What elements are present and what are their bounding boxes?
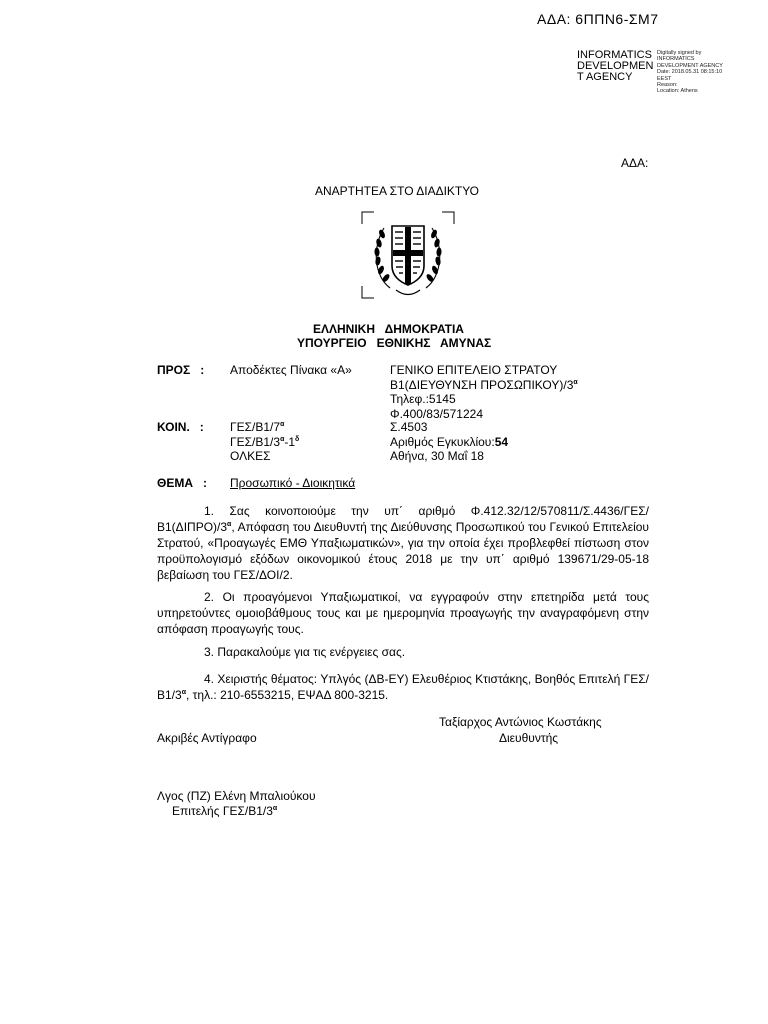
signature-org-line: INFORMATICS (577, 49, 652, 61)
sigma-number: Σ.4503 (390, 420, 428, 434)
signature-org-line: DEVELOPMEN (577, 60, 654, 72)
koin-line-2 (230, 435, 299, 450)
signer-title: Διευθυντής (499, 731, 559, 745)
paragraph-3: 3. Παρακαλούμε για τις ενέργειες σας. (204, 645, 406, 659)
signature-detail-line: Date: 2018.05.31 08:15:10 (657, 69, 723, 76)
circular-value: 54 (494, 435, 509, 449)
signature-detail-line: Reason: (657, 82, 678, 89)
copy-certifier-title (172, 804, 277, 819)
paragraph-4-text-a: 4. Χειριστής θέματος: Υπλγός (ΔΒ-ΕΥ) Ελευθέριος Κτιστάκης, Βοηθός Επιτελή ΓΕΣ/Β1/3 (157, 672, 649, 702)
signature-detail-line: EEST (657, 75, 672, 82)
subject-value: Προσωπικό - Διοικητικά (230, 476, 356, 490)
ada-label: ΑΔΑ: (621, 156, 649, 170)
koin-line-1-sup: α (280, 421, 285, 428)
authority-line-2: ΥΠΟΥΡΓΕΙΟ ΕΘΝΙΚΗΣ ΑΜΥΝΑΣ (297, 336, 492, 350)
copy-certifier-name: Λγος (ΠΖ) Ελένη Μπαλιούκου (157, 789, 316, 803)
file-number: Φ.400/83/571224 (390, 407, 483, 421)
paragraph-4-sup: α (181, 689, 186, 696)
laurel-shield-icon (360, 210, 456, 300)
signature-detail-line: DEVELOPMENT AGENCY (657, 62, 723, 69)
koin-line-2-text-a: ΓΕΣ/Β1/3 (230, 435, 281, 449)
place-date: Αθήνα, 30 Μαΐ 18 (390, 449, 484, 463)
koin-label: ΚΟΙΝ. : (157, 420, 204, 434)
signature-detail-line: INFORMATICS (657, 56, 695, 63)
circular-number (390, 435, 508, 450)
circular-label: Αριθμός Εγκυκλίου: (390, 435, 495, 449)
copy-certifier-title-sup: α (272, 805, 278, 812)
signature-org-line: T AGENCY (577, 71, 633, 83)
signature-detail-line: Digitally signed by (657, 50, 702, 56)
koin-line-3: ΟΛΚΕΣ (230, 449, 271, 463)
koin-line-1-text: ΓΕΣ/Β1/7 (230, 420, 281, 434)
copy-certifier-title-text: Επιτελής ΓΕΣ/Β1/3 (172, 804, 273, 818)
paragraph-4 (157, 671, 649, 703)
pros-label: ΠΡΟΣ : (157, 363, 205, 377)
paragraph-1-text-b: , Απόφαση του Διευθυντή της Διεύθυνσης Προσωπικού του Γενικού Επιτελείου Στρατού, «Προαγωγές ΕΜΘ Υπαξιωματικών», για την οποία έχει προβλεφθεί πίστωση στον προϋπολογισμό εξόδων οικονομικού έτους 2018 με την υπ΄ αριθμό 139671/29-05-18 βεβαίωση του ΓΕΣ/ΔΟΙ/2. (157, 520, 649, 582)
signature-details (657, 50, 723, 95)
ada-top: ΑΔΑ: 6ΠΠΝ6-ΣΜ7 (537, 11, 659, 27)
koin-line-2-sup-2: δ (295, 436, 300, 443)
sender-line-1: ΓΕΝΙΚΟ ΕΠΙΤΕΛΕΙΟ ΣΤΡΑΤΟΥ (390, 363, 558, 377)
coat-of-arms-emblem (360, 210, 456, 300)
paragraph-4-text-b: , τηλ.: 210-6553215, ΕΨΑΔ 800-3215. (186, 688, 389, 702)
paragraph-1-text-a: 1. Σας κοινοποιούμε την υπ΄ αριθμό Φ.412.32/12/570811/Σ.4436/ΓΕΣ/ Β1(ΔΙΠΡΟ)/3 (157, 504, 649, 534)
signer-name: Ταξίαρχος Αντώνιος Κωστάκης (439, 715, 602, 729)
authority-line-1: ΕΛΛΗΝΙΚΗ ΔΗΜΟΚΡΑΤΙΑ (313, 322, 464, 336)
phone: Τηλεφ.:5145 (390, 392, 456, 406)
subject-label: ΘΕΜΑ : (157, 476, 207, 490)
post-online-note: ΑΝΑΡΤΗΤΕΑ ΣΤΟ ΔΙΑΔΙΚΤΥΟ (315, 184, 479, 198)
sender-line-2 (390, 378, 578, 393)
true-copy-label: Ακριβές Αντίγραφο (157, 731, 257, 745)
koin-line-2-sup-1: α (280, 436, 285, 443)
paragraph-1 (157, 503, 649, 583)
koin-line-1 (230, 420, 284, 435)
sender-line-2-text: Β1(ΔΙΕΥΘΥΝΣΗ ΠΡΟΣΩΠΙΚΟΥ)/3 (390, 378, 574, 392)
pros-value: Αποδέκτες Πίνακα «Α» (230, 363, 352, 377)
signature-org (577, 50, 653, 83)
paragraph-2: 2. Οι προαγόμενοι Υπαξιωματικοί, να εγγραφούν στην επετηρίδα μετά τους υπηρετούντες ομοιοβάθμους τους και με ημερομηνία προαγωγής την αναγραφόμενη στην απόφαση προαγωγής τους. (157, 590, 649, 636)
koin-line-2-text-b: -1 (284, 435, 296, 449)
signature-detail-line: Location: Athens (657, 88, 698, 95)
sender-line-2-sup: α (573, 379, 578, 386)
paragraph-1-sup: α (227, 521, 232, 528)
